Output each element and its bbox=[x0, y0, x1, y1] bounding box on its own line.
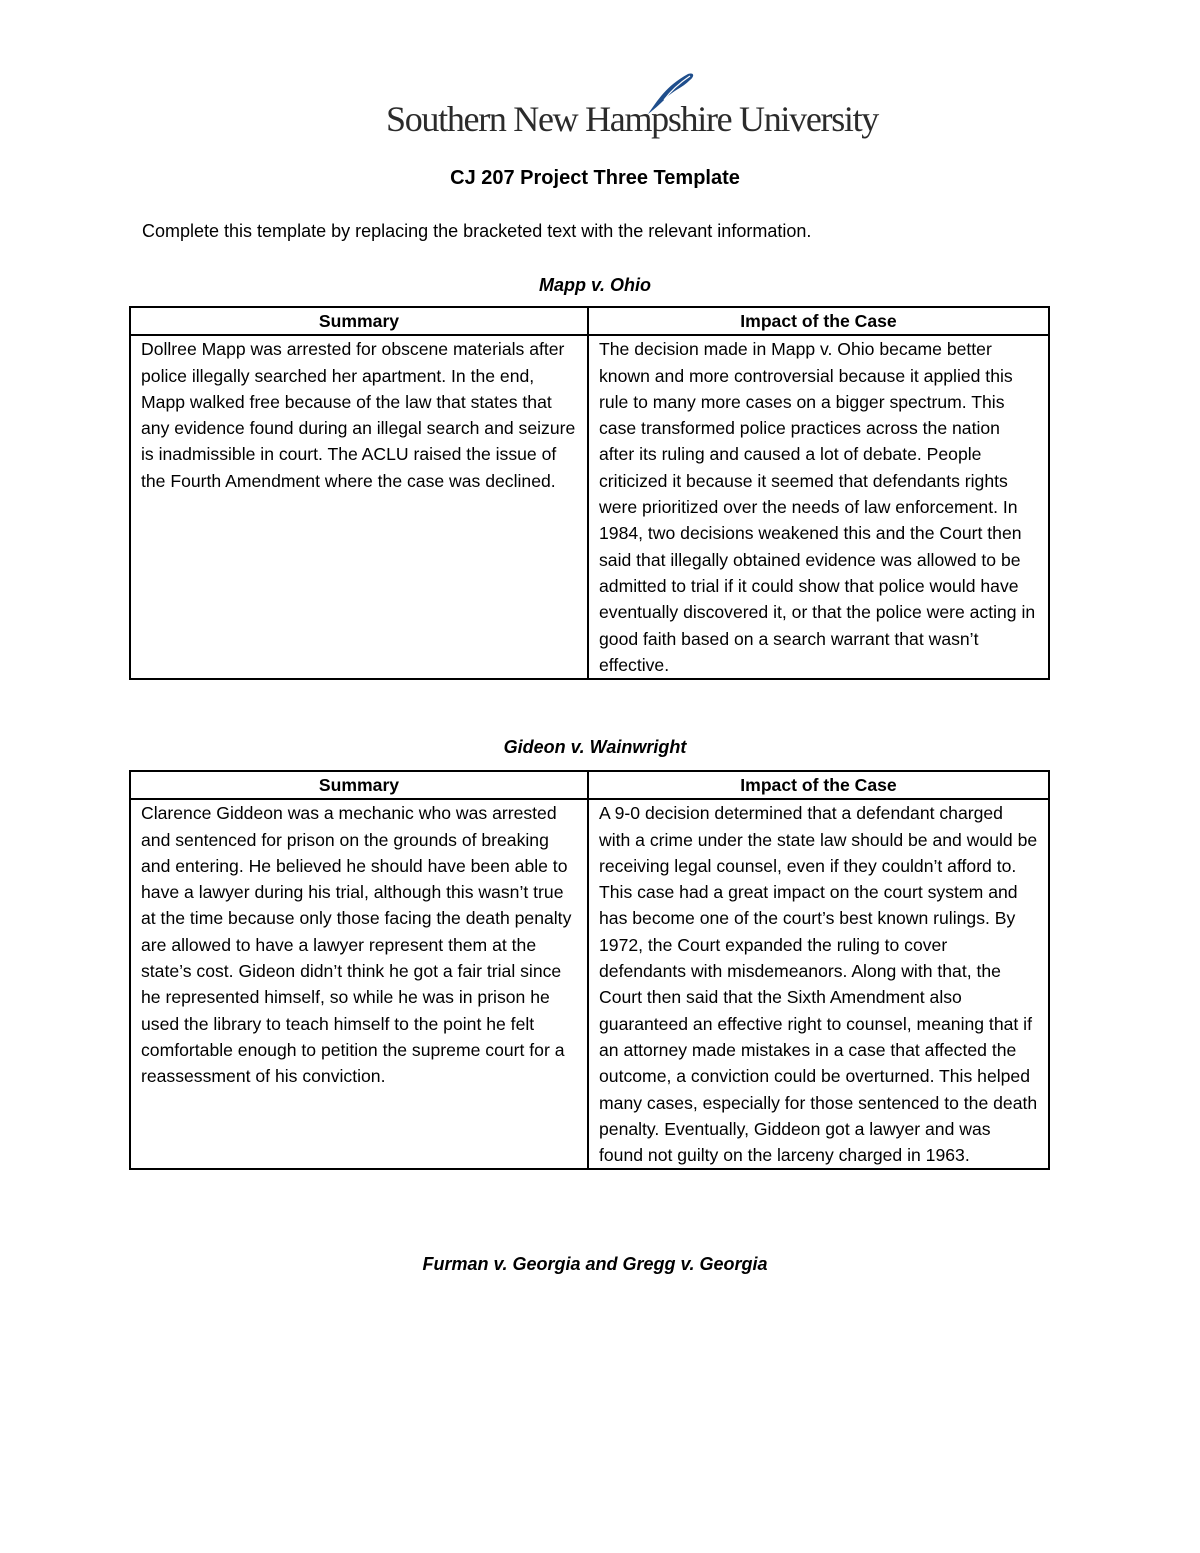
summary-column-header: Summary bbox=[130, 307, 588, 335]
impact-cell[interactable]: The decision made in Mapp v. Ohio became better known and more controversial because it applied this rule to many more cases on a bigger spectrum. This case transformed police practices across the nation after its ruling and caused a lot of debate. People criticized it because it seemed that defendants rights were prioritized over the needs of law enforcement. In 1984, two decisions weakened this and the Court then said that illegally obtained evidence was allowed to be admitted to trial if it could show that police would have eventually discovered it, or that the police were acting in good faith based on a search warrant that wasn’t effective. bbox=[588, 335, 1049, 679]
impact-column-header: Impact of the Case bbox=[588, 771, 1049, 799]
case-heading-mapp: Mapp v. Ohio bbox=[538, 275, 651, 295]
case-table-gideon bbox=[129, 770, 1050, 1170]
case-heading-furman-gregg: Furman v. Georgia and Gregg v. Georgia bbox=[422, 1254, 768, 1274]
logo-wordmark: Southern New Hampshire University bbox=[386, 99, 879, 139]
university-logo bbox=[386, 70, 879, 142]
instructions-text: Complete this template by replacing the bracketed text with the relevant information. bbox=[142, 221, 812, 241]
summary-cell[interactable]: Clarence Giddeon was a mechanic who was arrested and sentenced for prison on the grounds of breaking and entering. He believed he should have been able to have a lawyer during his trial, although this wasn’t true at the time because only those facing the death penalty are allowed to have a lawyer represent them at the state’s cost. Gideon didn’t think he got a fair trial since he represented himself, so while he was in prison he used the library to teach himself to the point he felt comfortable enough to petition the supreme court for a reassessment of his conviction. bbox=[130, 799, 588, 1169]
table-row bbox=[130, 799, 1049, 1169]
page-title: CJ 207 Project Three Template bbox=[450, 167, 740, 189]
case-table-mapp bbox=[129, 306, 1050, 680]
table-header-row bbox=[130, 307, 1049, 335]
case-heading-gideon: Gideon v. Wainwright bbox=[503, 737, 687, 757]
table-header-row bbox=[130, 771, 1049, 799]
summary-column-header: Summary bbox=[130, 771, 588, 799]
summary-cell[interactable]: Dollree Mapp was arrested for obscene materials after police illegally searched her apartment. In the end, Mapp walked free because of the law that states that any evidence found during an illegal search and seizure is inadmissible in court. The ACLU raised the issue of the Fourth Amendment where the case was declined. bbox=[130, 335, 588, 679]
table-row bbox=[130, 335, 1049, 679]
impact-column-header: Impact of the Case bbox=[588, 307, 1049, 335]
impact-cell[interactable]: A 9-0 decision determined that a defendant charged with a crime under the state law should be and would be receiving legal counsel, even if they couldn’t afford to. This case had a great impact on the court system and has become one of the court’s best known rulings. By 1972, the Court expanded the ruling to cover defendants with misdemeanors. Along with that, the Court then said that the Sixth Amendment also guaranteed an effective right to counsel, meaning that if an attorney made mistakes in a case that affected the outcome, a conviction could be overturned. This helped many cases, especially for those sentenced to the death penalty. Eventually, Giddeon got a lawyer and was found not guilty on the larceny charged in 1963. bbox=[588, 799, 1049, 1169]
